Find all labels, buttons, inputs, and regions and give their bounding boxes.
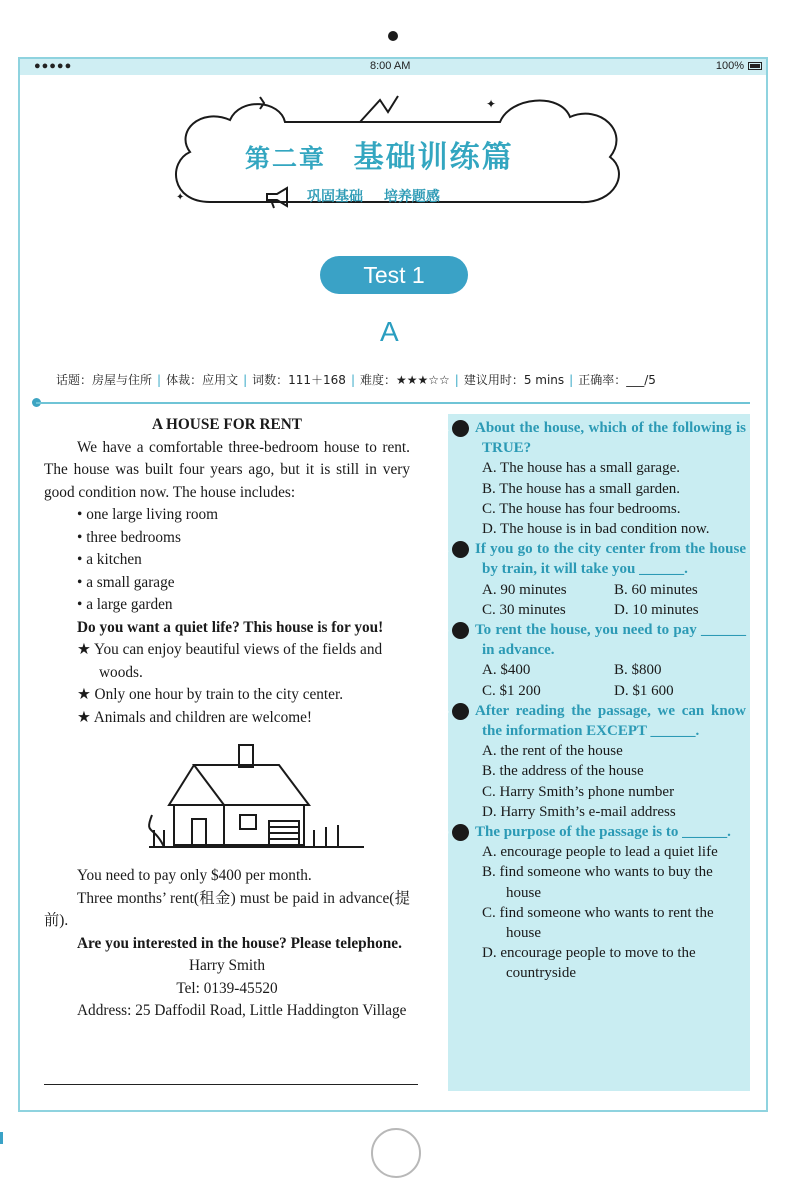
battery-icon: [748, 62, 762, 70]
signal-indicator: ●●●●●: [34, 60, 73, 72]
passage-slogan: Do you want a quiet life? This house is for you!: [77, 618, 384, 636]
chapter-slogan: [307, 186, 440, 206]
contact-prompt: Are you interested in the house? Please telephone.: [77, 934, 402, 952]
meta-time: 建议用时：5 mins: [463, 373, 565, 387]
question-number: 5: [452, 824, 469, 841]
rent-price: You need to pay only $400 per month.: [77, 867, 312, 884]
home-button[interactable]: [371, 1128, 421, 1178]
meta-words: 词数：111＋168: [252, 373, 346, 387]
meta-genre: 体裁：应用文: [166, 373, 239, 387]
advance-note: Three months’ rent(租金) must be paid in advance(提前).: [44, 889, 410, 929]
answer-option[interactable]: D. Harry Smith’s e-mail address: [482, 803, 676, 820]
passage-meta: 话题：房屋与住所 | 体裁：应用文 | 词数：111＋168 | 难度：★★★☆☆ | 建议用时：5 mins | 正确率：___/5: [56, 373, 656, 387]
contact-name: Harry Smith: [188, 957, 266, 974]
answer-option[interactable]: C. Harry Smith’s phone number: [482, 783, 675, 800]
answer-option[interactable]: B. The house has a small garden.: [482, 480, 681, 497]
answer-option[interactable]: C. 30 minutes: [482, 601, 566, 618]
answer-option[interactable]: B. $800: [614, 662, 662, 679]
list-item: • a small garage: [77, 572, 410, 595]
megaphone-icon: [263, 185, 295, 211]
passage-paragraph: We have a comfortable three-bedroom house to rent. The house was built four years ago, but it is still in very good condition now. The house includes:: [44, 438, 410, 501]
list-item: • a large garden: [77, 594, 410, 617]
slogan-2: 培养题感: [383, 189, 440, 205]
answer-option[interactable]: A. The house has a small garage.: [482, 460, 680, 477]
answer-option[interactable]: A. $400: [482, 662, 531, 679]
question-4: [442, 701, 746, 822]
question-number: 4: [452, 703, 469, 720]
list-item: • three bedrooms: [77, 527, 410, 550]
question-1: [442, 418, 746, 539]
answer-option[interactable]: D. The house is in bad condition now.: [482, 521, 710, 538]
answer-option[interactable]: C. find someone who wants to rent the house: [482, 904, 714, 942]
star-point: ★ Animals and children are welcome!: [77, 708, 313, 726]
list-item: • a kitchen: [77, 549, 410, 572]
chapter-number: 第二章: [245, 144, 327, 173]
answer-option[interactable]: C. $1 200: [482, 682, 541, 699]
question-stem: About the house, which of the following is TRUE?: [475, 420, 746, 457]
question-number: 2: [452, 541, 469, 558]
passage-title: A HOUSE FOR RENT: [151, 416, 303, 433]
svg-text:✦: ✦: [176, 192, 185, 203]
contact-address: Address: 25 Daffodil Road, Little Haddington Village: [77, 1002, 407, 1019]
answer-option[interactable]: A. 90 minutes: [482, 581, 567, 598]
answer-option[interactable]: B. the address of the house: [482, 763, 644, 780]
meta-difficulty: 难度：★★★☆☆: [359, 373, 450, 387]
front-camera: [388, 31, 398, 41]
answer-option[interactable]: B. find someone who wants to buy the house: [482, 864, 713, 901]
section-label: A: [380, 316, 399, 347]
answer-option[interactable]: D. 10 minutes: [614, 601, 699, 618]
question-2: [442, 539, 746, 620]
meta-accuracy: 正确率：___/5: [578, 373, 656, 387]
question-stem: If you go to the city center from the house by train, it will take you ______.: [475, 541, 746, 578]
answer-option[interactable]: A. encourage people to lead a quiet life: [482, 844, 718, 861]
question-stem: To rent the house, you need to pay ______ in advance.: [475, 622, 746, 659]
edge-marker: [0, 1132, 3, 1144]
status-time: 8:00 AM: [370, 60, 411, 72]
contact-tel: Tel: 0139-45520: [176, 979, 278, 997]
star-point: ★ Only one hour by train to the city center.: [77, 686, 344, 703]
answer-option[interactable]: B. 60 minutes: [614, 581, 698, 598]
question-stem: The purpose of the passage is to ______.: [475, 824, 731, 841]
test-label: Test 1: [320, 256, 468, 294]
answer-option[interactable]: D. $1 600: [614, 682, 674, 699]
section-rule: [36, 402, 750, 404]
question-stem: After reading the passage, we can know the information EXCEPT ______.: [475, 702, 746, 740]
slogan-1: 巩固基础: [307, 189, 363, 205]
reading-passage: [44, 414, 410, 1023]
answer-option[interactable]: C. The house has four bedrooms.: [482, 500, 681, 517]
question-number: 1: [452, 420, 469, 437]
svg-text:✦: ✦: [486, 97, 497, 111]
battery-percent: 100%: [715, 60, 744, 72]
questions-list: [442, 418, 746, 984]
star-point: ★ You can enjoy beautiful views of the fields and woods.: [77, 641, 383, 681]
answer-option[interactable]: A. the rent of the house: [482, 743, 623, 760]
house-illustration: [44, 735, 410, 861]
question-number: 3: [452, 622, 469, 639]
features-list: [44, 504, 410, 617]
chapter-title: 基础训练篇: [353, 140, 514, 175]
meta-topic: 话题：房屋与住所: [56, 373, 153, 387]
question-3: [442, 620, 746, 701]
passage-bottom-rule: [44, 1084, 418, 1085]
chapter-heading: [245, 132, 514, 176]
status-bar: [20, 59, 766, 75]
question-5: [442, 822, 746, 984]
answer-option[interactable]: D. encourage people to move to the countryside: [482, 945, 696, 982]
list-item: • one large living room: [77, 504, 410, 527]
